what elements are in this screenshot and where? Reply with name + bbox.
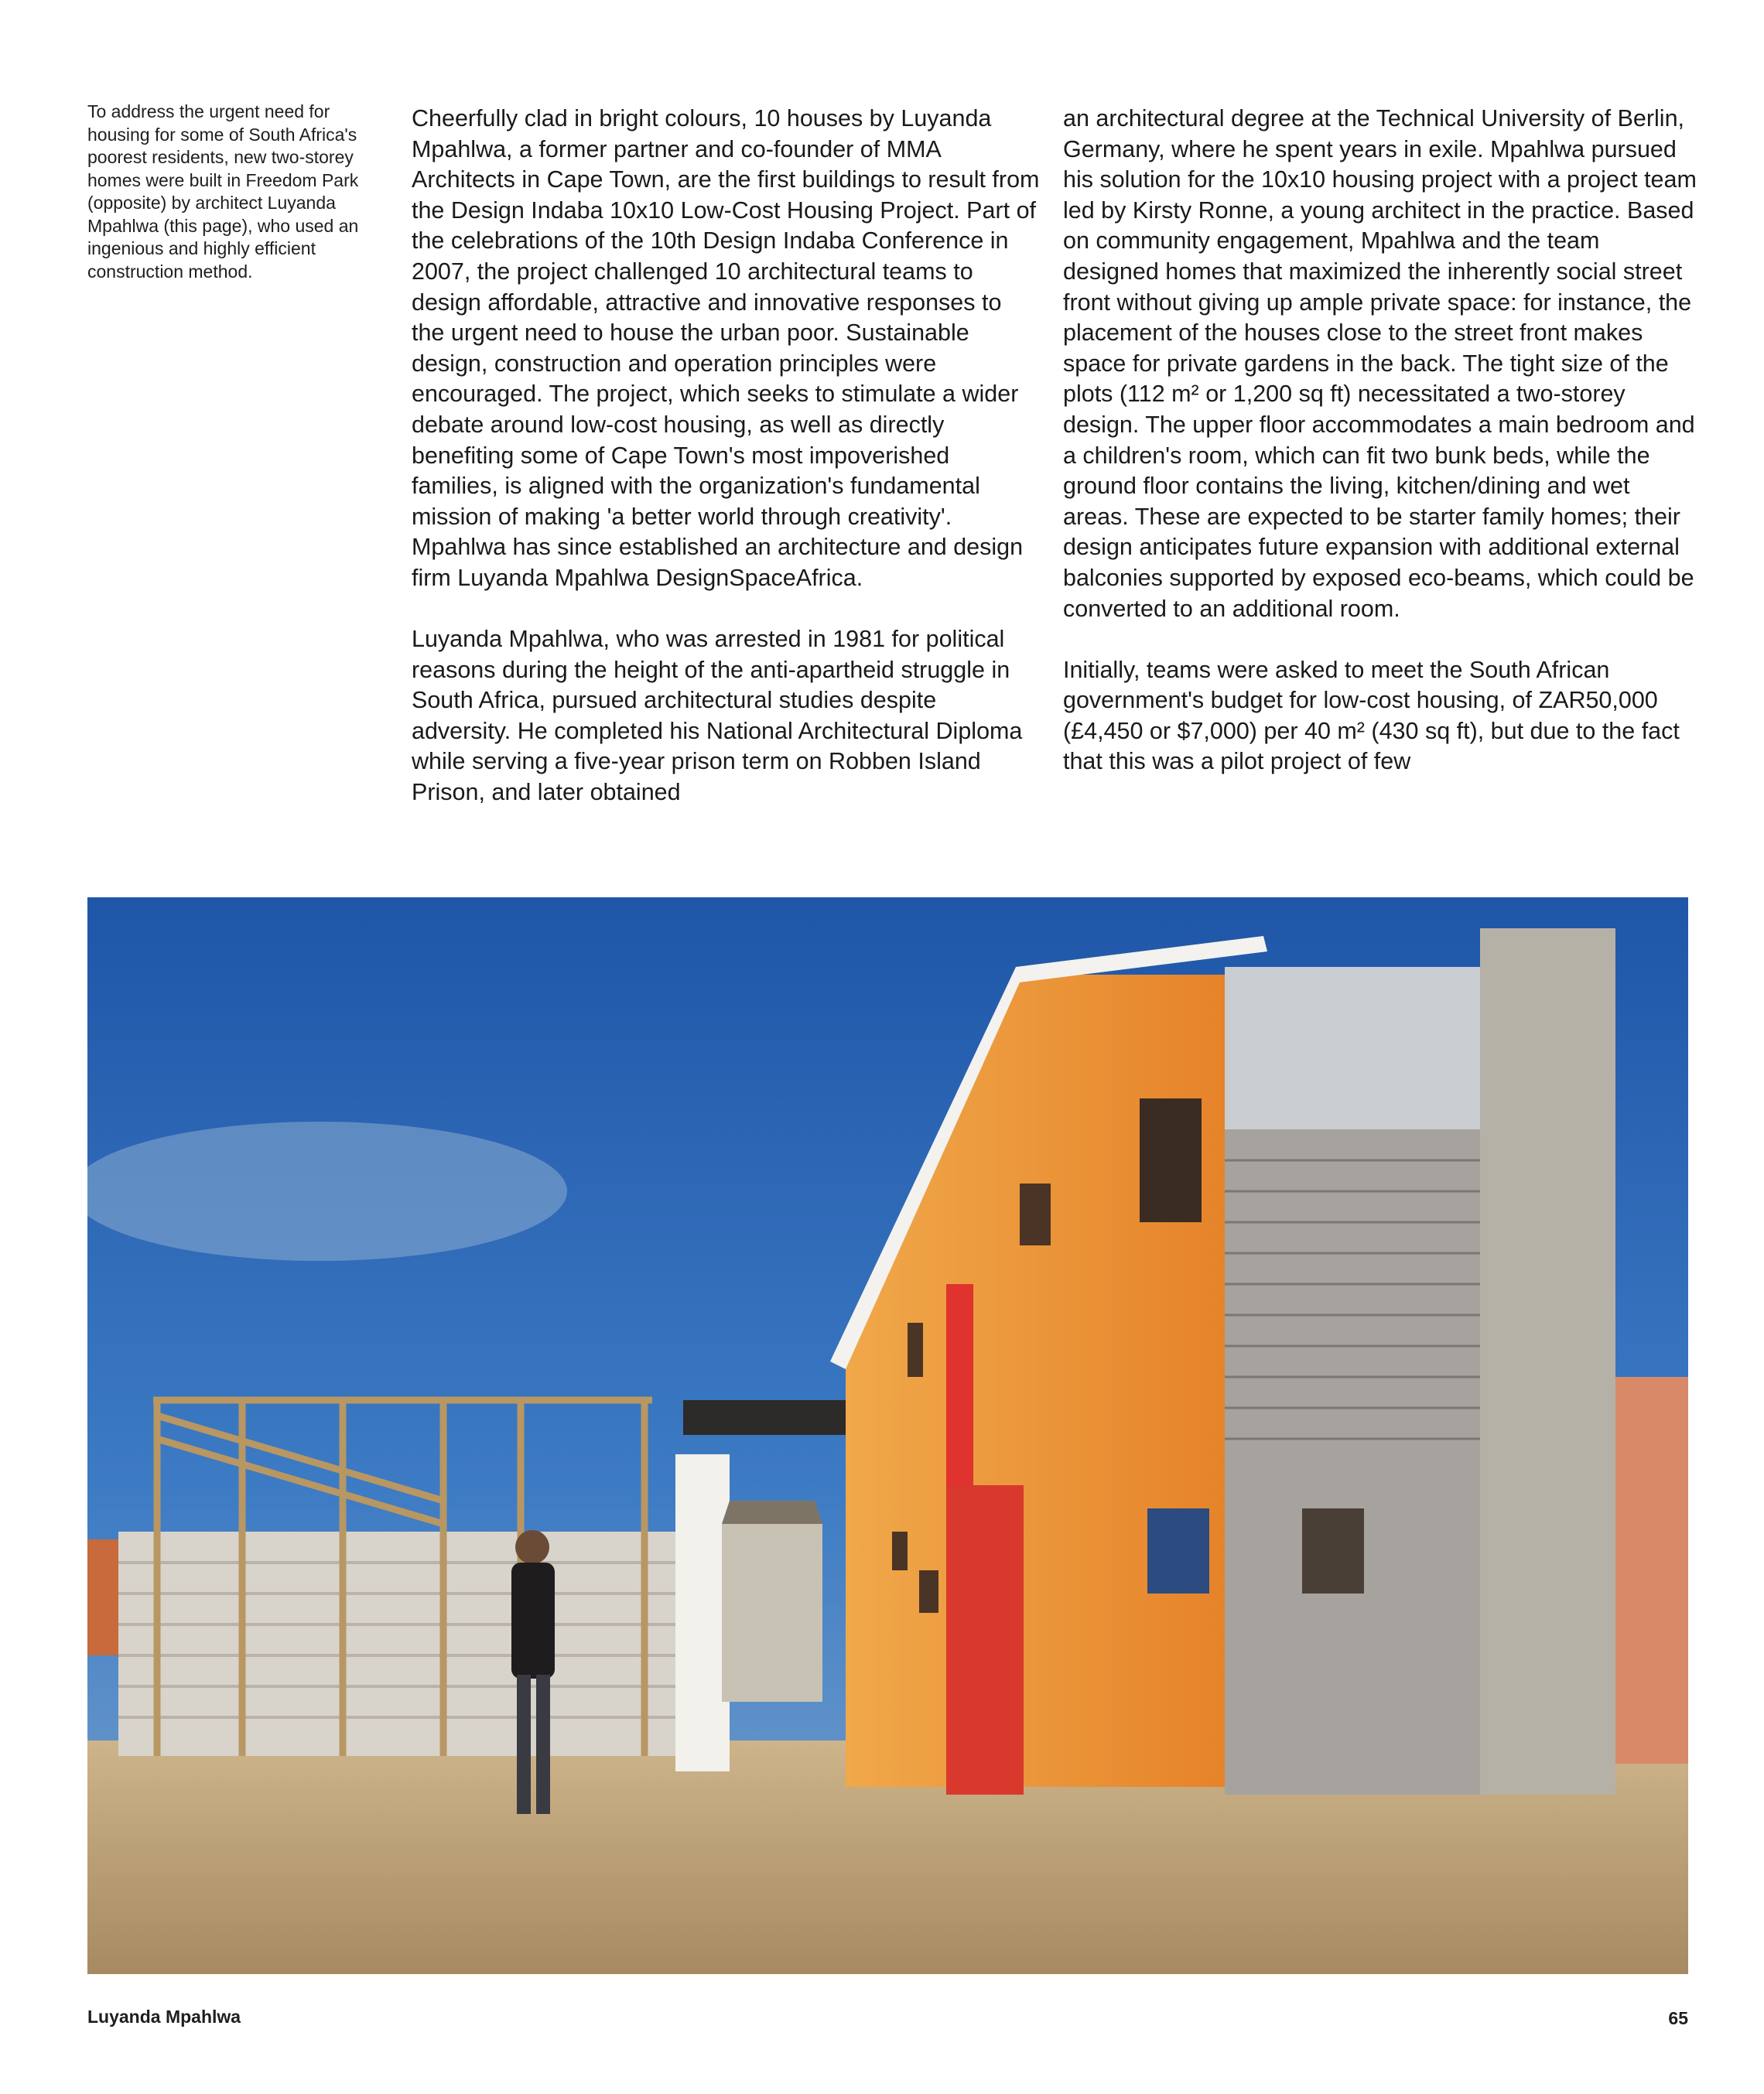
body-paragraph: Luyanda Mpahlwa, who was arrested in 1981 for political reasons during the height of the anti-apartheid struggle in South Africa, pursued architectural studies despite adversity. He completed his National Architectural Diploma while serving a five-year prison term on Robben Island Prison, and later obtained (412, 626, 1023, 806)
photo-caption: To address the urgent need for housing for some of South Africa's poorest residents, new two-storey homes were built in Freedom Park (opposite) by architect Luyanda Mpahlwa (this page), who used an ingenious and highly efficient construction method. (87, 101, 359, 282)
house-photo (87, 897, 1688, 1974)
body-column-1 (412, 104, 1040, 808)
footer-author-name: Luyanda Mpahlwa (87, 2007, 241, 2027)
body-paragraph: Initially, teams were asked to meet the South African government's budget for low-cost housing, of ZAR50,000 (£4,450 or $7,000) per 40 m² (430 sq ft), but due to the fact that this was a pilot project of few (1063, 656, 1680, 775)
body-paragraph: Cheerfully clad in bright colours, 10 houses by Luyanda Mpahlwa, a former partner and co-founder of MMA Architects in Cape Town, are the first buildings to result from the Design Indaba 10x10 Low-Cost Housing Project. Part of the celebrations of the 10th Design Indaba Conference in 2007, the project challenged 10 architectural teams to design affordable, attractive and innovative responses to the urgent need to house the urban poor. Sustainable design, construction and operation principles were encouraged. The project, which seeks to stimulate a wider debate around low-cost housing, as well as directly benefiting some of Cape Town's most impoverished families, is aligned with the organization's fundamental mission of making 'a better world through creativity'. Mpahlwa has since established an architecture and design firm Luyanda Mpahlwa DesignSpaceAfrica. (412, 105, 1040, 591)
white-column (675, 1454, 730, 1771)
page-number: 65 (1668, 2008, 1688, 2028)
body-column-2 (1063, 104, 1697, 777)
red-door (946, 1485, 1024, 1795)
body-paragraph: an architectural degree at the Technical University of Berlin, Germany, where he spent years in exile. Mpahlwa pursued his solution for the 10x10 housing project with a project team led by Kirsty Ronne, a young architect in the practice. Based on community engagement, Mpahlwa and the team designed homes that maximized the inherently social street front without giving up ample private space: for instance, the placement of the houses close to the street front makes space for private gardens in the back. The tight size of the plots (112 m² or 1,200 sq ft) necessitated a two-storey design. The upper floor accommodates a main bedroom and a children's room, which can fit two bunk beds, while the ground floor contains the living, kitchen/dining and wet areas. These are expected to be starter family homes; their design anticipates future expansion with additional external balconies supported by exposed eco-beams, which could be converted to an additional room. (1063, 105, 1697, 622)
